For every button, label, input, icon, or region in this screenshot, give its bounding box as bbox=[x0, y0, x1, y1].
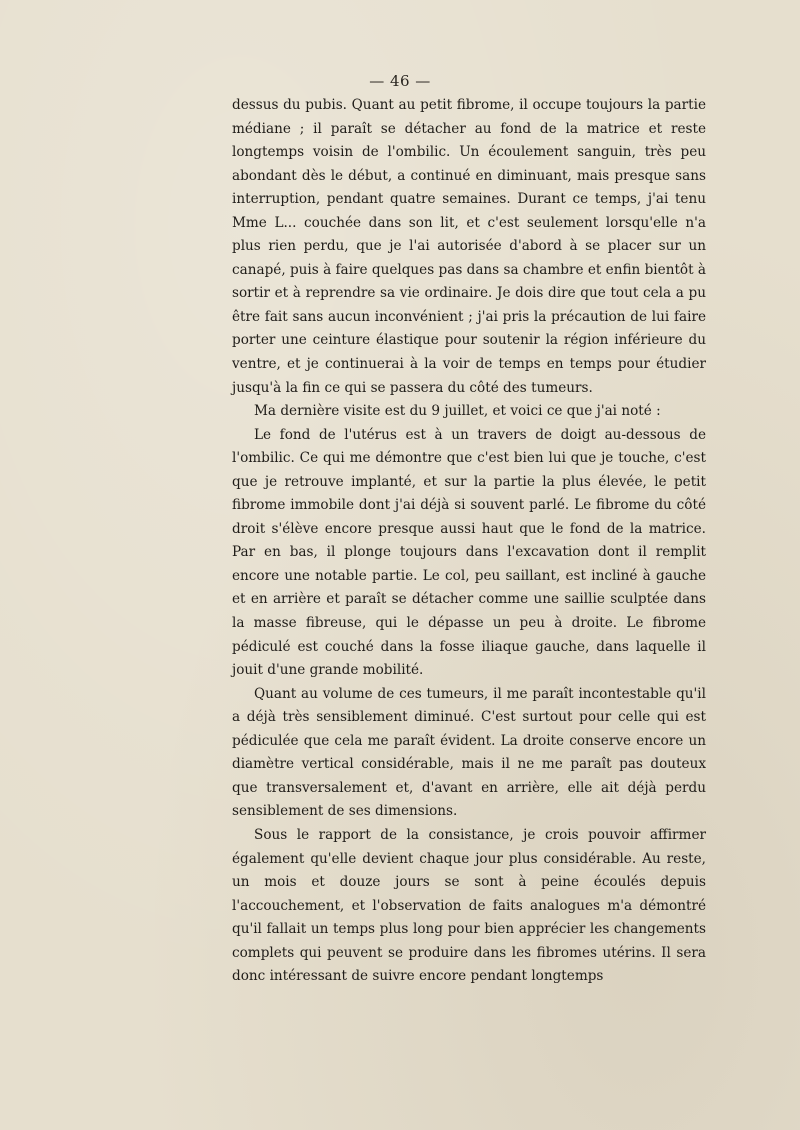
paragraph-4: Quant au volume de ces tumeurs, il me paraît incontestable qu'il a déjà très sensiblement diminué. C'est surtout pour celle qui est pédiculée que cela me paraît évident. La droite conserve encore un diamètre vertical considérable, mais il ne me paraît pas douteux que transversalement et, d'avant en arrière, elle ait déjà perdu sensiblement de ses dimensions. bbox=[232, 685, 706, 820]
body-text bbox=[232, 94, 706, 989]
paragraph-2: Ma dernière visite est du 9 juillet, et voici ce que j'ai noté : bbox=[254, 403, 661, 420]
page-number: — 46 — bbox=[369, 72, 431, 90]
paragraph-3: Le fond de l'utérus est à un travers de doigt au-dessous de l'ombilic. Ce qui me démontre que c'est bien lui que je touche, c'est que je retrouve implanté, et sur la partie la plus élevée, le petit fibrome immobile dont j'ai déjà si souvent parlé. Le fibrome du côté droit s'élève encore presque aussi haut que le fond de la matrice. Par en bas, il plonge toujours dans l'excavation dont il remplit encore une notable partie. Le col, peu saillant, est incliné à gauche et en arrière et paraît se détacher comme une saillie sculptée dans la masse fibreuse, qui le dépasse un peu à droite. Le fibrome pédiculé est couché dans la fosse iliaque gauche, dans laquelle il jouit d'une grande mobilité. bbox=[232, 426, 706, 679]
paragraph-1: dessus du pubis. Quant au petit fibrome, il occupe toujours la partie médiane ; il paraît se détacher au fond de la matrice et reste longtemps voisin de l'ombilic. Un écoulement sanguin, très peu abondant dès le début, a continué en diminuant, mais presque sans interruption, pendant quatre semaines. Durant ce temps, j'ai tenu Mme L... couchée dans son lit, et c'est seulement lorsqu'elle n'a plus rien perdu, que je l'ai autorisée d'abord à se placer sur un canapé, puis à faire quelques pas dans sa chambre et enfin bientôt à sortir et à reprendre sa vie ordinaire. Je dois dire que tout cela a pu être fait sans aucun inconvénient ; j'ai pris la précaution de lui faire porter une ceinture élastique pour soutenir la région inférieure du ventre, et je continuerai à la voir de temps en temps pour étudier jusqu'à la fin ce qui se passera du côté des tumeurs. bbox=[232, 97, 706, 396]
paragraph-5: Sous le rapport de la consistance, je crois pouvoir affirmer également qu'elle devient chaque jour plus considérable. Au reste, un mois et douze jours se sont à peine écoulés depuis l'accouchement, et l'observation de faits analogues m'a démontré qu'il fallait un temps plus long pour bien apprécier les changements complets qui peuvent se produire dans les fibromes utérins. Il sera donc intéressant de suivre encore pendant longtemps bbox=[232, 826, 706, 985]
